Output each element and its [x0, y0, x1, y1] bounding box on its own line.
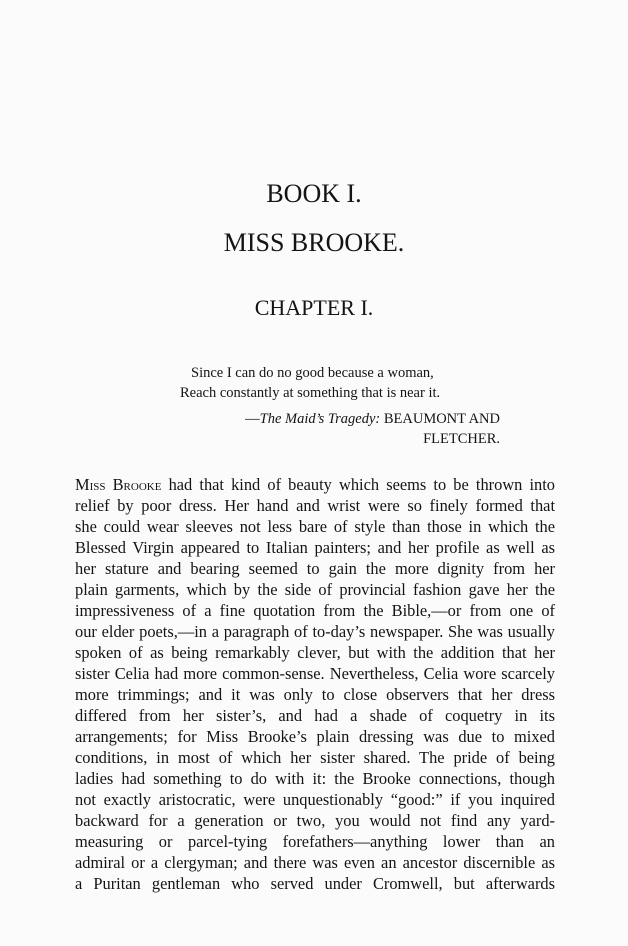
attribution-authors: BEAUMONT AND — [380, 411, 500, 427]
epigraph — [150, 363, 500, 449]
attribution-line — [150, 409, 500, 429]
opening-smallcaps: Miss Brooke — [75, 475, 162, 494]
chapter-body-paragraph — [75, 474, 555, 894]
body-line: Blessed Virgin appeared to Italian painters; and her profile as well as — [75, 538, 555, 557]
epigraph-line: Reach constantly at something that is near it. — [180, 385, 441, 401]
body-line: our elder poets,—in a paragraph of to-day’s newspaper. She was usually — [75, 622, 555, 641]
attribution-work: The Maid’s Tragedy: — [259, 411, 381, 427]
body-line-text: had that kind of beauty which seems to be thrown into — [161, 475, 555, 494]
body-line: not exactly aristocratic, were unquestionably “good:” if you inquired — [75, 790, 555, 809]
body-line: impressiveness of a fine quotation from the Bible,—or from one of — [75, 601, 555, 620]
body-line: her stature and bearing seemed to gain the more dignity from her — [75, 559, 555, 578]
body-line — [75, 474, 555, 495]
chapter-heading: CHAPTER I. — [254, 295, 374, 320]
body-line: plain garments, which by the side of provincial fashion gave her the — [75, 580, 555, 599]
attribution-dash: — — [245, 411, 260, 427]
body-line: more trimmings; and it was only to close observers that her dress — [75, 685, 555, 704]
body-line: spoken of as being remarkably clever, but with the addition that her — [75, 643, 555, 662]
body-line: conditions, in most of which her sister shared. The pride of being — [75, 748, 555, 767]
body-line: backward for a generation or two, you would not find any yard- — [75, 811, 555, 830]
epigraph-line: Since I can do no good because a woman, — [191, 365, 434, 381]
part-heading: MISS BROOKE. — [223, 228, 405, 257]
body-line: relief by poor dress. Her hand and wrist were so finely formed that — [75, 496, 555, 515]
book-heading: BOOK I. — [266, 179, 362, 208]
body-line: measuring or parcel-tying forefathers—anything lower than an — [75, 832, 555, 851]
body-line: a Puritan gentleman who served under Cromwell, but afterwards — [75, 874, 555, 893]
attribution-authors-continued: FLETCHER. — [423, 431, 500, 447]
epigraph-attribution — [150, 409, 500, 449]
body-line: sister Celia had more common-sense. Nevertheless, Celia wore scarcely — [75, 664, 555, 683]
body-line: ladies had something to do with it: the Brooke connections, though — [75, 769, 555, 788]
body-line: arrangements; for Miss Brooke’s plain dressing was due to mixed — [75, 727, 555, 746]
body-line: admiral or a clergyman; and there was even an ancestor discernible as — [75, 853, 555, 872]
body-line: she could wear sleeves not less bare of style than those in which the — [75, 517, 555, 536]
body-line: differed from her sister’s, and had a shade of coquetry in its — [75, 706, 555, 725]
